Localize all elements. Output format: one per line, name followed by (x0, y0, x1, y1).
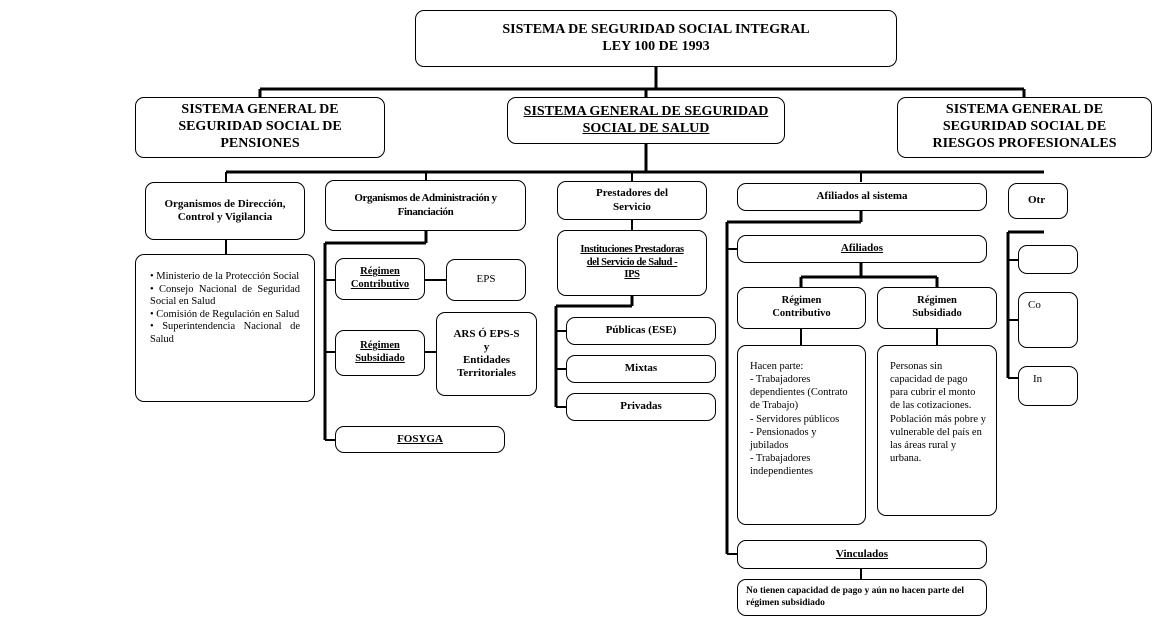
publicas-label: Públicas (ESE) (605, 324, 677, 337)
admin-contributivo-node (335, 258, 425, 300)
otros-item-3 (1018, 366, 1078, 406)
afiliados-contributivo-label: Régimen Contributivo (772, 295, 831, 319)
direccion-node (145, 182, 305, 240)
direccion-title: Organismos de Dirección, Control y Vigilancia (164, 197, 286, 223)
ars-label: ARS Ó EPS-S y Entidades Territoriales (453, 327, 520, 380)
root-title: SISTEMA DE SEGURIDAD SOCIAL INTEGRAL LEY 100 DE 1993 (502, 21, 810, 54)
otros-item-1 (1018, 245, 1078, 274)
ars-node (436, 312, 537, 396)
otros-title: Otr (1028, 194, 1046, 207)
prestadores-node (557, 181, 707, 220)
branch-salud-title: SISTEMA GENERAL DE SEGURIDAD SOCIAL DE SALUD (523, 103, 769, 136)
fosyga-label: FOSYGA (397, 432, 443, 445)
branch-pensiones-title: SISTEMA GENERAL DE SEGURIDAD SOCIAL DE PENSIONES (178, 102, 342, 151)
contributivo-desc-box (737, 345, 866, 525)
afiliados-node (737, 235, 987, 263)
administracion-node (325, 180, 526, 231)
mixtas-node (566, 355, 716, 383)
otros-node (1008, 183, 1068, 219)
branch-salud (507, 97, 785, 144)
branch-riesgos-title: SISTEMA GENERAL DE SEGURIDAD SOCIAL DE RIESGOS PROFESIONALES (932, 102, 1117, 151)
vinculados-label: Vinculados (835, 547, 889, 560)
afiliados-sistema-node (737, 183, 987, 211)
privadas-label: Privadas (620, 400, 662, 413)
vinculados-desc-box (737, 579, 987, 616)
admin-subsidiado-label: Régimen Subsidiado (355, 340, 405, 364)
afiliados-subsidiado-node (877, 287, 997, 329)
fosyga-node (335, 426, 505, 453)
eps-node (446, 259, 526, 301)
afiliados-sistema-title: Afiliados al sistema (816, 190, 908, 203)
direccion-list (135, 254, 315, 402)
mixtas-label: Mixtas (624, 362, 658, 375)
otros-item-2 (1018, 292, 1078, 348)
otros-item-2-label: Co (1028, 299, 1041, 311)
root-node (415, 10, 897, 67)
ips-node (557, 230, 707, 296)
branch-pensiones (135, 97, 385, 158)
contributivo-desc: Hacen parte: - Trabajadores dependientes (Contrato de Trabajo) - Servidores públicos - Pensionados y jubilados - Trabajadores independientes (750, 361, 848, 477)
branch-riesgos (897, 97, 1152, 158)
prestadores-title: Prestadores del Servicio (596, 187, 668, 213)
direccion-items: • Ministerio de la Protección Social • Consejo Nacional de Seguridad Social en Salud • Comisión de Regulación en Salud • Superintendencia Nacional de Salud (150, 271, 300, 345)
afiliados-label: Afiliados (840, 242, 884, 255)
subsidiado-desc-box (877, 345, 997, 516)
administracion-title: Organismos de Administración y Financiación (354, 192, 497, 218)
otros-item-3-label: In (1033, 373, 1043, 385)
subsidiado-desc: Personas sin capacidad de pago para cubrir el monto de las cotizaciones. Población más pobre y vulnerable del país en las áreas rural y urbana. (890, 361, 986, 464)
vinculados-node (737, 540, 987, 569)
afiliados-contributivo-node (737, 287, 866, 329)
eps-label: EPS (476, 273, 496, 286)
afiliados-subsidiado-label: Régimen Subsidiado (912, 295, 962, 319)
admin-subsidiado-node (335, 330, 425, 376)
privadas-node (566, 393, 716, 421)
vinculados-desc: No tienen capacidad de pago y aún no hacen parte del régimen subsidiado (746, 586, 964, 608)
admin-contributivo-label: Régimen Contributivo (350, 266, 410, 290)
ips-label: Instituciones Prestadoras del Servicio de Salud - IPS (580, 244, 684, 281)
publicas-node (566, 317, 716, 345)
